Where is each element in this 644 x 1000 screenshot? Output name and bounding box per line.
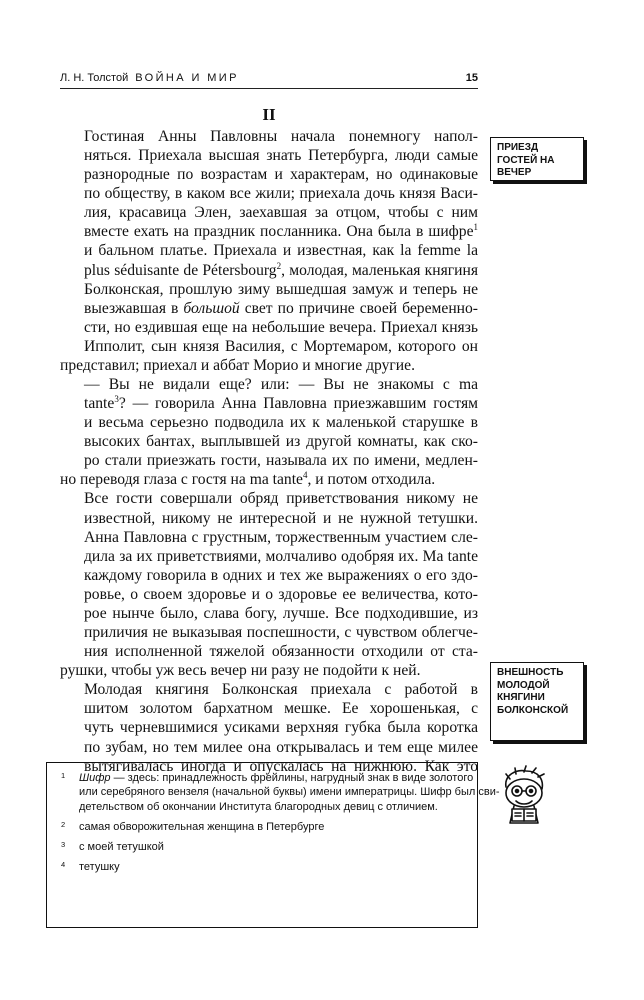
text-line: рое нынче было, слава богу, лучше. Все подходившие, из xyxy=(84,604,478,622)
footnote-line: или серебряного вензеля (начальной буквы) имени императрицы. Шифр был сви- xyxy=(79,786,500,799)
text-line: и бальном платье. Приехала и известная, как la femme la xyxy=(84,242,478,260)
header-book-title: ВОЙНА И МИР xyxy=(135,72,239,84)
footnote-term: Шифр xyxy=(79,772,111,784)
text-segment: но переводя глаза с гостя на ma tante xyxy=(60,471,303,489)
text-line: по обществу, в каком все жили; приехала дочь князя Васи- xyxy=(84,185,478,203)
text-line xyxy=(60,261,478,280)
footnote-1 xyxy=(61,771,500,814)
text-line: Все гости совершали обряд приветствования никому не xyxy=(84,490,478,508)
text-line: приличия не выказывая поспешности, с чувством облегче- xyxy=(84,624,478,642)
margin-note-bolkonskaya-appearance: ВНЕШНОСТЬ МОЛОДОЙ КНЯГИНИ БОЛКОНСКОЙ xyxy=(490,662,584,741)
text-segment: вместе ехать на праздник посланника. Она была в шифре xyxy=(84,223,474,241)
paragraph-1 xyxy=(60,127,478,375)
footnote-ref-3: 3 xyxy=(114,393,119,404)
text-line: няться. Приехала высшая знать Петербурга, люди самые xyxy=(84,147,478,165)
text-segment: свет по причине своей беременно- xyxy=(239,299,478,317)
text-line: ро стали приезжать гости, называла их по имени, медлен- xyxy=(84,452,478,470)
footnote-number: 3 xyxy=(61,840,66,850)
footnote-ref-2: 2 xyxy=(276,260,282,271)
text-line: шитом золотом бархатном мешке. Ее хорошенькая, с xyxy=(84,700,478,718)
text-line: разнородные по возрастам и характерам, но одинаковые xyxy=(84,166,478,184)
text-line xyxy=(60,222,478,241)
text-line: Болконская, прошлую зиму вышедшая замуж и теперь не xyxy=(84,280,478,298)
paragraph-3 xyxy=(60,489,478,680)
text-line: высоких бантах, выплывшей из другой комнаты, как ско- xyxy=(84,433,478,451)
text-line: известной, никому не интересной и не нужной тетушки. xyxy=(84,509,478,527)
footnote-4 xyxy=(61,860,467,874)
footnotes-box xyxy=(46,762,500,928)
footnote-number: 2 xyxy=(61,819,66,829)
emphasis: большой xyxy=(183,299,240,317)
footnote-text: тетушку xyxy=(79,861,120,874)
running-header xyxy=(60,72,478,89)
text-line: по зубам, но тем милее она открывалась и тем еще милее xyxy=(84,738,478,756)
text-line: ровье, о своем здоровье и о здоровье ее величества, кото- xyxy=(84,585,478,603)
text-line: Гостиная Анны Павловны начала понемногу напол- xyxy=(84,128,478,145)
text-line: ния исполненной тяжелой обязанности отходили от ста- xyxy=(84,643,478,661)
margin-note-guests-arrival: ПРИЕЗД ГОСТЕЙ НА ВЕЧЕР xyxy=(490,137,584,181)
text-line: и весьма серьезно подводила их к маленькой старушке в xyxy=(84,414,478,432)
text-line: Ипполит, сын князя Василия, с Мортемаром, которого он xyxy=(84,337,478,355)
text-line: рушки, чтобы уж весь вечер ни разу не подойти к ней. xyxy=(60,662,421,680)
footnote-text: — здесь: принадлежность фрейлины, нагрудный знак в виде золотого xyxy=(110,772,474,784)
text-line: сти, но ездившая еще на небольшие вечера. Приехал князь xyxy=(84,318,478,336)
text-segment: plus séduisante de Pétersbourg xyxy=(84,261,277,279)
text-line xyxy=(60,299,478,318)
text-line: Молодая княгиня Болконская приехала с работой в xyxy=(84,681,478,699)
text-line xyxy=(60,471,435,488)
text-line: Анна Павловна с грустным, торжественным участием сле- xyxy=(84,528,478,546)
header-author: Л. Н. Толстой xyxy=(60,72,129,84)
main-text xyxy=(60,127,478,776)
footnote-number: 1 xyxy=(61,771,66,780)
chapter-number: II xyxy=(262,105,276,124)
text-line: каждому говорила в одних и тех же выражениях о его здо- xyxy=(84,566,478,584)
text-segment: выезжавшая в xyxy=(84,299,184,317)
footnote-ref-4: 4 xyxy=(302,470,308,481)
footnote-2 xyxy=(61,820,467,834)
running-header-left xyxy=(60,72,239,84)
text-segment: ? — говорила Анна Павловна приезжавшим гостям xyxy=(118,395,478,413)
text-line: лия, красавица Элен, заехавшая за отцом, чтобы с ним xyxy=(84,204,478,222)
text-line: чуть черневшимися усиками верхняя губка была коротка xyxy=(84,719,478,737)
footnote-line xyxy=(79,771,474,785)
text-segment: , и потом отходила. xyxy=(307,471,436,489)
text-segment: , молодая, маленькая княгиня xyxy=(281,261,479,279)
footnote-text: с моей тетушкой xyxy=(79,841,164,854)
text-line xyxy=(60,394,478,413)
text-line: — Вы не видали еще? или: — Вы не знакомы с ma xyxy=(84,376,478,394)
text-line: представил; приехал и аббат Морио и многие другие. xyxy=(60,356,415,374)
text-segment: tante xyxy=(84,395,115,413)
reading-man-icon xyxy=(492,765,556,829)
footnote-text: самая обворожительная женщина в Петербурге xyxy=(79,820,325,833)
page-number: 15 xyxy=(465,72,478,84)
footnote-3 xyxy=(61,840,467,854)
footnote-number: 4 xyxy=(61,860,66,870)
footnote-ref-1: 1 xyxy=(473,222,478,233)
text-line: вытягивалась иногда и опускалась на нижнюю. Как это xyxy=(84,757,478,775)
paragraph-2 xyxy=(60,375,478,489)
text-line: дила за их приветствиями, молчаливо одобряя их. Ma tante xyxy=(84,547,478,565)
footnote-line: детельством об окончании Института благородных девиц с отличием. xyxy=(79,800,438,813)
